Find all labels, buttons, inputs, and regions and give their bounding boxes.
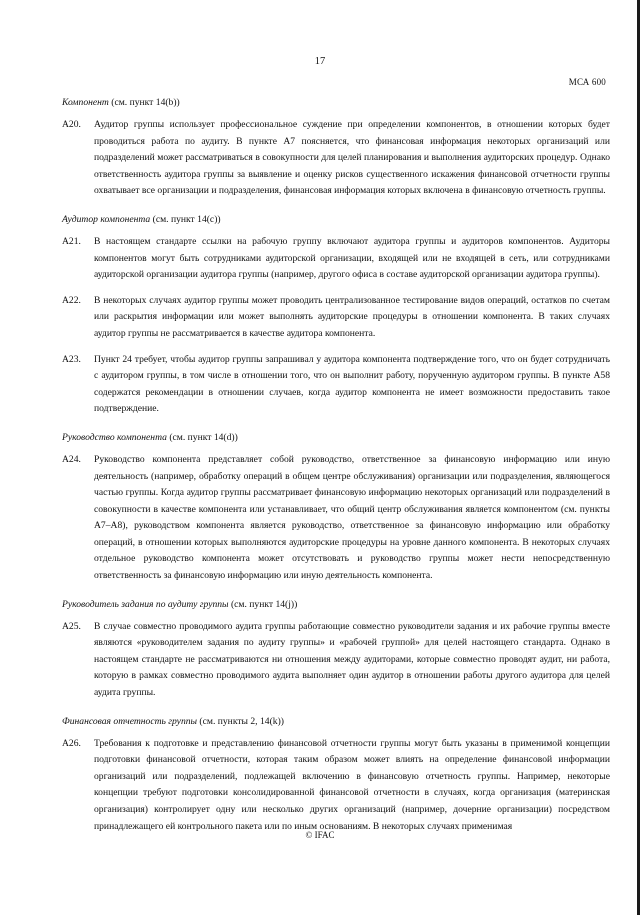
page-content [62,96,610,844]
paragraph-text: Требования к подготовке и представлению финансовой отчетности группы могут быть указаны в применимой концепции подготовки финансовой отчетности, которая таким образом может влиять на определение финансовой информации организаций или подразделений, подлежащей включению в финансовую отчетность группы. Например, некоторые концепции требуют подготовки консолидированной финансовой отчетности в случаях, когда организация (материнская организация) контролирует одну или несколько других организаций (например, дочерние организации) посредством принадлежащего ей контрольного пакета или по иным основаниям. В некоторых случаях применимая [94,737,610,832]
paragraph [62,293,610,343]
standard-code: МСА 600 [568,77,606,87]
paragraph-text: В некоторых случаях аудитор группы может проводить централизованное тестирование видов операций, остатков по счетам или раскрытия информации или может выполнять аудиторские процедуры в отношении компонента. В таких случаях аудитор группы не рассматривается в качестве аудитора компонента. [94,294,610,339]
paragraph-text: В настоящем стандарте ссылки на рабочую группу включают аудитора группы и аудиторов компонентов. Аудиторы компонентов могут быть сотрудниками аудиторской организации, входящей или не входящей в сеть, или сотрудниками аудиторской организации аудитора группы (например, другого офиса в составе аудиторской организации аудитора группы). [94,235,610,281]
section-heading-ref: (см. пункт 14(j)) [228,598,298,610]
paragraph [62,736,610,836]
paragraph-number: A24. [62,453,81,465]
paragraph-number: A22. [62,294,81,306]
paragraph-number: A25. [62,620,81,632]
paragraph [62,234,610,284]
paragraph-text: Пункт 24 требует, чтобы аудитор группы запрашивал у аудитора компонента подтверждение того, что он будет сотрудничать с аудитором группы, в том числе в отношении того, что он выполнит работу, порученную аудитором группы. В пункте A58 содержатся рекомендации в отношении случаев, когда аудитор компонента не имеет возможности предоставить такое подтверждение. [94,353,610,415]
section-heading-title: Руководство компонента [62,431,167,443]
section-heading [62,715,610,728]
section-heading-ref: (см. пункт 14(c)) [150,213,221,225]
section-heading-title: Аудитор компонента [62,213,151,225]
section-heading [62,96,610,109]
section-heading-ref: (см. пункт 14(d)) [166,431,238,443]
paragraph-number: A20. [62,119,81,130]
section-heading-title: Руководитель задания по аудиту группы [62,598,229,610]
paragraph [62,117,610,200]
section-heading [62,431,610,444]
paragraph [62,619,610,702]
section-heading [62,598,610,611]
paragraph-text: Аудитор группы использует профессиональное суждение при определении компонентов, в отношении которых будет проводиться работа по аудиту. В пункте A7 поясняется, что финансовая информация некоторых организаций или подразделений может рассматриваться в совокупности для целей планирования и выполнения аудиторских процедур. Однако ответственность аудитора группы за выявление и оценку рисков существенного искажения финансовой отчетности группы охватывает все организации и подразделения, финансовая информация которых включена в финансовую отчетность группы. [94,119,610,197]
section-heading-title: Финансовая отчетность группы [62,715,198,727]
section-heading-title: Компонент [62,97,109,108]
paragraph-text: В случае совместно проводимого аудита группы работающие совместно руководители задания и их рабочие группы вместе являются «руководителем задания по аудиту группы» и «рабочей группой» для целей настоящего стандарта. Однако в настоящем стандарте не рассматриваются ни отношения между аудиторами, которые совместно проводят аудит, ни работа, которую в рамках совместно проводимого аудита выполняет один аудитор в отношении работы другого аудитора для целей аудита группы. [94,620,610,699]
paragraph-number: A21. [62,235,81,247]
section-heading-ref: (см. пункты 2, 14(k)) [197,715,284,727]
page-number: 17 [314,56,326,67]
section-heading-ref: (см. пункт 14(b)) [108,97,180,108]
copyright-footer: © IFAC [305,830,335,840]
section-heading [62,213,610,226]
paragraph-number: A26. [62,737,81,749]
paragraph [62,352,610,418]
paragraph-number: A23. [62,353,81,365]
paragraph-text: Руководство компонента представляет собой руководство, ответственное за финансовую информацию или иную деятельность (например, обработку операций в общем центре обслуживания) организации или подразделения, являющегося частью группы. Когда аудитор группы рассматривает финансовую информацию некоторых организаций или подразделений в совокупности в качестве компонента или устанавливает, что общий центр обслуживания является компонентом (см. пункты A7–A8), руководством компонента является руководство, ответственное за финансовую информацию или обработку операций, в отношении которых выполняются аудиторские процедуры на уровне данного компонента. В некоторых случаях отдельное руководство компонента может отсутствовать и руководство группы может нести непосредственную ответственность за финансовую информацию или иную деятельность компонента. [94,453,610,582]
paragraph [62,452,610,585]
